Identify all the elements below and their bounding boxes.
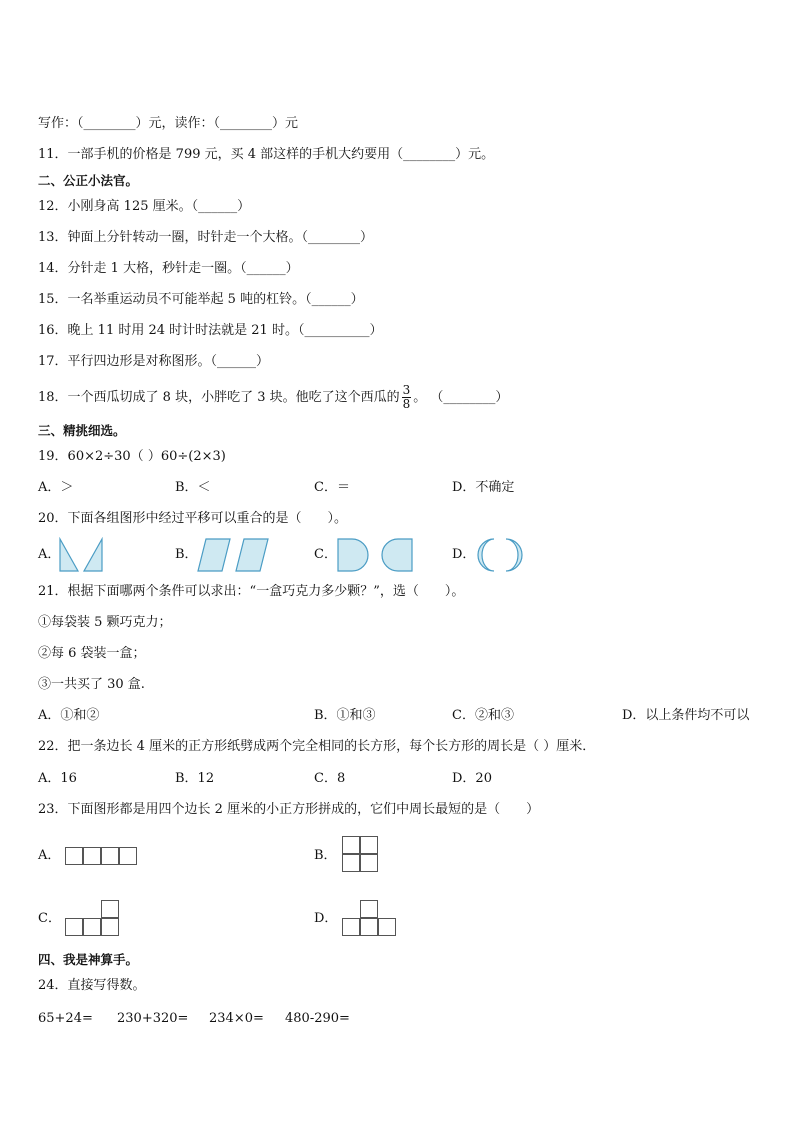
q15: 15．一名举重运动员不可能举起 5 吨的杠铃。（______） [38,292,364,307]
square-cell [65,918,83,936]
square-cell [83,847,101,865]
q11: 11．一部手机的价格是 799 元，买 4 部这样的手机大约要用（________）元。 [38,147,495,162]
q20-shape-a-triangles [58,537,104,573]
q24: 24．直接写得数。 [38,978,146,993]
q16: 16．晚上 11 时用 24 时计时法就是 21 时。（__________） [38,323,383,338]
q19-option-a: A．＞ [38,480,74,495]
q22-option-d: D．20 [452,771,492,786]
fraction-numerator: 3 [402,383,411,397]
square-cell [378,918,396,936]
q19: 19．60×2÷30（ ）60÷(2×3) [38,449,226,464]
q19-option-d: D．不确定 [452,480,515,495]
q23-option-a: A． [38,848,61,863]
q22-option-c: C．8 [314,771,346,786]
q10-answer-line: 写作：（________）元，读作：（________）元 [38,116,299,131]
q23-option-c: C． [38,911,61,926]
q13: 13．钟面上分针转动一圈，时针走一个大格。（________） [38,230,374,245]
square-cell [65,847,83,865]
q21-option-d: D．以上条件均不可以 [622,708,750,723]
fraction [402,384,412,411]
q20-shape-d-crescents [474,537,526,573]
q18 [38,381,508,415]
q23-option-d: D． [314,911,338,926]
square-cell [101,900,119,918]
q21-condition-2: ②每 6 袋装一盒； [38,646,146,661]
square-cell [342,854,360,872]
q17: 17．平行四边形是对称图形。（______） [38,354,270,369]
q20-option-a: A． [38,547,61,562]
q21-option-b: B．①和③ [314,708,376,723]
q21-condition-3: ③一共买了 30 盒. [38,677,145,692]
q22-option-a: A．16 [38,771,77,786]
square-cell [342,836,360,854]
q20: 20．下面各组图形中经过平移可以重合的是（ ）。 [38,511,348,526]
fraction-denominator: 8 [402,397,411,411]
q20-shape-c-semicircles [336,537,414,573]
square-cell [360,836,378,854]
q20-option-d: D． [452,547,476,562]
q19-option-b: B．＜ [175,480,211,495]
q12: 12．小刚身高 125 厘米。（______） [38,199,251,214]
q20-option-c: C． [314,547,337,562]
square-cell [360,918,378,936]
section-3-title: 三、精挑细选。 [38,423,126,438]
square-cell [101,918,119,936]
q18-text: 18．一个西瓜切成了 8 块，小胖吃了 3 块。他吃了这个西瓜的 [38,390,400,405]
section-2-title: 二、公正小法官。 [38,173,139,188]
section-4-title: 四、我是神算手。 [38,952,139,967]
q24-item-4: 480-290= [285,1011,350,1026]
q20-shape-b-parallelograms [196,537,270,573]
q24-item-2: 230+320= [117,1011,189,1026]
q24-item-3: 234×0= [209,1011,264,1026]
square-cell [360,854,378,872]
square-cell [360,900,378,918]
q21-option-a: A．①和② [38,708,100,723]
q23-option-b: B． [314,848,337,863]
square-cell [342,918,360,936]
q24-item-1: 65+24= [38,1011,93,1026]
square-cell [101,847,119,865]
q22-option-b: B．12 [175,771,215,786]
square-cell [119,847,137,865]
q21-condition-1: ①每袋装 5 颗巧克力； [38,615,172,630]
q14: 14．分针走 1 大格，秒针走一圈。（______） [38,261,299,276]
q18-blank: 。 （________） [413,390,509,405]
q21-option-c: C．②和③ [452,708,514,723]
q20-option-b: B． [175,547,198,562]
q21: 21．根据下面哪两个条件可以求出：“一盒巧克力多少颗？”，选（ ）。 [38,584,465,599]
square-cell [83,918,101,936]
q23: 23．下面图形都是用四个边长 2 厘米的小正方形拼成的，它们中周长最短的是（ ） [38,802,540,817]
q19-option-c: C．＝ [314,480,350,495]
q22: 22．把一条边长 4 厘米的正方形纸劈成两个完全相同的长方形，每个长方形的周长是（ ）厘米． [38,739,596,754]
